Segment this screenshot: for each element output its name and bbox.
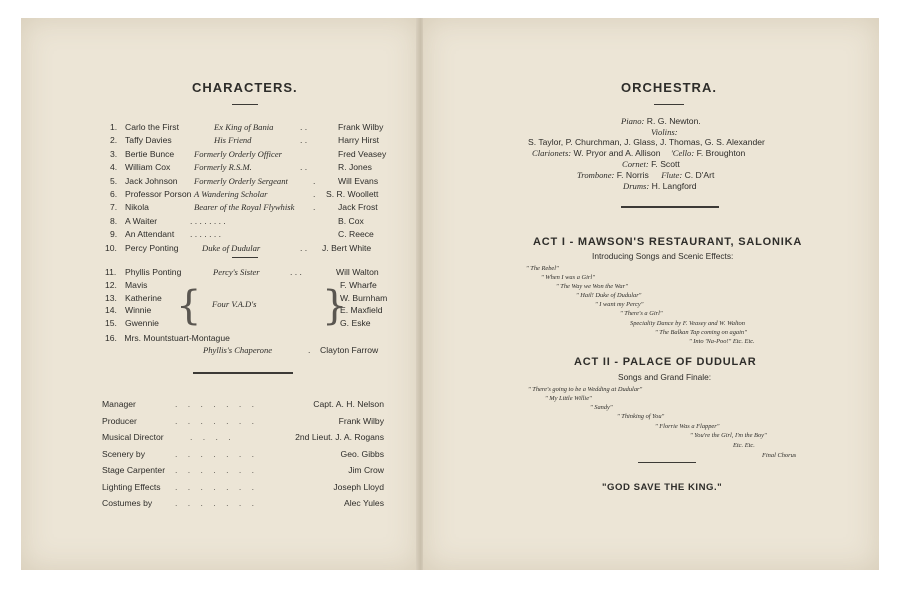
staff-label: Costumes by bbox=[102, 498, 153, 508]
cast-role: Formerly R.S.M. bbox=[194, 162, 252, 173]
act2-subtitle: Songs and Grand Finale: bbox=[618, 372, 712, 382]
act1-song: " The Way we Won the War" bbox=[556, 283, 628, 290]
staff-leader: . . . . . . . bbox=[175, 498, 259, 508]
cast-separator: . bbox=[313, 175, 316, 186]
cast-actor: F. Wharfe bbox=[340, 279, 377, 290]
clarionets-label: Clarionets: bbox=[532, 148, 572, 158]
cast-number: 12. bbox=[105, 279, 117, 290]
act1-song: " There's a Girl" bbox=[620, 310, 663, 317]
act2-song: " My Little Willie" bbox=[545, 395, 592, 402]
cornet-label: Cornet: bbox=[622, 159, 649, 169]
cast-name: Percy Ponting bbox=[125, 242, 179, 253]
brace-right: } bbox=[322, 283, 348, 329]
cast-number: 13. bbox=[105, 292, 117, 303]
cast-actor: C. Reece bbox=[338, 229, 374, 240]
violins-players: S. Taylor, P. Churchman, J. Glass, J. Thomas, G. S. Alexander bbox=[528, 137, 765, 147]
cast-actor: W. Burnham bbox=[340, 292, 388, 303]
cast-name: Mrs. Mountstuart-Montague bbox=[124, 333, 230, 343]
staff-value: Frank Wilby bbox=[338, 415, 384, 426]
staff-value: Geo. Gibbs bbox=[340, 448, 384, 459]
cast-number: 10. bbox=[105, 242, 117, 253]
cast-role: Duke of Dudular bbox=[202, 242, 261, 253]
act1-subtitle: Introducing Songs and Scenic Effects: bbox=[592, 251, 734, 261]
act2-song: " You're the Girl, I'm the Boy" bbox=[690, 432, 767, 439]
act2-song: " Florrie Was a Flapper" bbox=[655, 423, 720, 430]
brace-left: { bbox=[176, 283, 202, 329]
act2-title: ACT II - PALACE OF DUDULAR bbox=[574, 356, 757, 368]
staff-leader: . . . . . . . bbox=[175, 415, 259, 426]
flute-player: C. D'Art bbox=[684, 170, 715, 180]
staff-leader: . . . . bbox=[190, 432, 235, 442]
cast-actor: S. R. Woollett bbox=[326, 189, 379, 199]
cello-player: F. Broughton bbox=[696, 148, 746, 158]
cast-actor: B. Cox bbox=[338, 215, 364, 226]
staff-label: Manager bbox=[102, 399, 136, 409]
cast-name: Jack Johnson bbox=[125, 175, 178, 186]
cast-name: An Attendant bbox=[125, 229, 175, 240]
cast-actor: Will Walton bbox=[336, 267, 379, 277]
staff-leader: . . . . . . . bbox=[175, 481, 259, 492]
cast-separator: . . . . . . . . bbox=[190, 215, 226, 226]
cast-name: William Cox bbox=[125, 162, 171, 173]
orchestra-rule bbox=[654, 104, 684, 105]
cast-separator: . . bbox=[300, 122, 308, 132]
cast-actor: R. Jones bbox=[338, 162, 372, 173]
cast-number: 4. bbox=[110, 162, 118, 173]
characters-heading: CHARACTERS. bbox=[192, 80, 298, 95]
drums-player: H. Langford bbox=[651, 181, 697, 191]
staff-label: Lighting Effects bbox=[102, 481, 161, 492]
cast-name: Katherine bbox=[125, 292, 162, 303]
cast-role: A Wandering Scholar bbox=[194, 189, 268, 199]
cast-name: Bertie Bunce bbox=[125, 148, 175, 159]
cast-separator: . bbox=[313, 202, 316, 213]
act2-song: Etc. Etc. bbox=[733, 442, 755, 449]
orchestra-section-rule bbox=[621, 206, 719, 208]
cast-name: Gwennie bbox=[125, 318, 159, 329]
staff-label: Stage Carpenter bbox=[102, 465, 166, 475]
act2-song: " There's going to be a Wedding at Dudular" bbox=[528, 386, 643, 393]
cast-actor: G. Eske bbox=[340, 318, 371, 329]
staff-value: Alec Yules bbox=[344, 498, 384, 508]
section-rule bbox=[193, 372, 293, 374]
cast-actor: Harry Hirst bbox=[338, 135, 380, 146]
drums-line bbox=[623, 180, 697, 192]
cast-actor: E. Maxfield bbox=[340, 305, 383, 316]
cast-actor: Frank Wilby bbox=[338, 122, 384, 132]
cast-separator: . . . . . . . bbox=[190, 229, 222, 240]
cast-actor-16: Clayton Farrow bbox=[320, 345, 379, 355]
cast-actor: J. Bert White bbox=[322, 242, 372, 253]
piano-label: Piano: bbox=[621, 116, 645, 126]
cast-row-16 bbox=[105, 332, 230, 344]
act1-song: " The Balkan Tap coming on again" bbox=[655, 329, 747, 336]
orchestra-heading: ORCHESTRA. bbox=[621, 80, 717, 95]
heading-rule bbox=[232, 104, 258, 105]
cast-role: Ex King of Bania bbox=[214, 122, 274, 132]
cast-actor: Jack Frost bbox=[338, 202, 378, 213]
cast-number: 11. bbox=[105, 267, 117, 277]
cast-role: His Friend bbox=[214, 135, 252, 146]
cast-number: 1. bbox=[110, 122, 118, 132]
act1-song: " Hail! Duke of Dudular" bbox=[576, 292, 642, 299]
cast-sep-16: . bbox=[308, 345, 311, 355]
staff-leader: . . . . . . . bbox=[175, 399, 259, 409]
act2-song: Final Chorus bbox=[762, 452, 797, 459]
cast-separator: . . bbox=[300, 162, 308, 173]
act1-song: " The Rebel" bbox=[526, 265, 559, 272]
act1-song: " Into 'Na-Poo!" Etc. Etc. bbox=[689, 338, 755, 345]
cast-name: Professor Porson bbox=[125, 189, 192, 199]
staff-leader: . . . . . . . bbox=[175, 448, 259, 459]
closing-rule bbox=[638, 462, 696, 463]
act2-song: " Thinking of You" bbox=[617, 413, 665, 420]
cast-name: Phyllis Ponting bbox=[125, 267, 182, 277]
piano-player: R. G. Newton. bbox=[646, 116, 701, 126]
cast-name: Nikola bbox=[125, 202, 149, 213]
cast-name: Taffy Davies bbox=[125, 135, 172, 146]
staff-value: Joseph Lloyd bbox=[333, 481, 384, 492]
cast-name: Winnie bbox=[125, 305, 152, 316]
cast-role-16: Phyllis's Chaperone bbox=[203, 345, 273, 355]
cast-rule bbox=[232, 257, 258, 258]
flute-label: Flute: bbox=[661, 170, 683, 180]
staff-value: 2nd Lieut. J. A. Rogans bbox=[295, 432, 384, 442]
cornet-player: F. Scott bbox=[651, 159, 680, 169]
cast-number: 9. bbox=[110, 229, 118, 240]
act1-song: " When I was a Girl" bbox=[541, 274, 595, 281]
cast-name: A Waiter bbox=[125, 215, 158, 226]
cast-separator: . . bbox=[300, 242, 308, 253]
cast-number: 16. bbox=[105, 333, 117, 343]
cast-number: 2. bbox=[110, 135, 118, 146]
act1-title: ACT I - MAWSON'S RESTAURANT, SALONIKA bbox=[533, 236, 803, 248]
act2-song: " Sandy" bbox=[590, 404, 613, 411]
cast-number: 5. bbox=[110, 175, 118, 186]
cast-number: 15. bbox=[105, 318, 117, 329]
cast-number: 6. bbox=[110, 189, 118, 199]
cast-actor: Fred Veasey bbox=[338, 148, 387, 159]
cast-number: 14. bbox=[105, 305, 117, 316]
cast-separator: . . . bbox=[290, 267, 302, 277]
cast-role: Bearer of the Royal Flywhisk bbox=[194, 202, 295, 213]
drums-label: Drums: bbox=[623, 181, 650, 191]
staff-value: Capt. A. H. Nelson bbox=[313, 399, 384, 409]
cast-separator: . . bbox=[300, 135, 308, 146]
cast-name: Carlo the First bbox=[125, 122, 179, 132]
cast-number: 3. bbox=[110, 148, 118, 159]
trombone-player: F. Norris bbox=[616, 170, 649, 180]
cast-number: 8. bbox=[110, 215, 118, 226]
staff-leader: . . . . . . . bbox=[175, 465, 259, 475]
closing-line: "GOD SAVE THE KING." bbox=[602, 482, 723, 493]
cast-name: Mavis bbox=[125, 279, 148, 290]
staff-value: Jim Crow bbox=[348, 465, 384, 475]
cast-separator: . bbox=[313, 189, 316, 199]
cast-number: 7. bbox=[110, 202, 118, 213]
cast-actor: Will Evans bbox=[338, 175, 379, 186]
violins-label: Violins: bbox=[651, 127, 678, 137]
staff-label: Scenery by bbox=[102, 448, 145, 459]
staff-label: Producer bbox=[102, 415, 137, 426]
cast-role: Formerly Orderly Officer bbox=[194, 148, 282, 159]
vad-label: Four V.A.D's bbox=[212, 299, 257, 309]
staff-label: Musical Director bbox=[102, 432, 164, 442]
cast-role: Percy's Sister bbox=[213, 267, 260, 277]
clarionets-players: W. Pryor and A. Allison bbox=[573, 148, 661, 158]
cast-role: Formerly Orderly Sergeant bbox=[194, 175, 288, 186]
trombone-label: Trombone: bbox=[577, 170, 615, 180]
cello-label: 'Cello: bbox=[670, 148, 695, 158]
act1-song: " I want my Percy" bbox=[595, 301, 644, 308]
act1-song: Speciality Dance by F. Veasey and W. Walton bbox=[630, 320, 745, 327]
